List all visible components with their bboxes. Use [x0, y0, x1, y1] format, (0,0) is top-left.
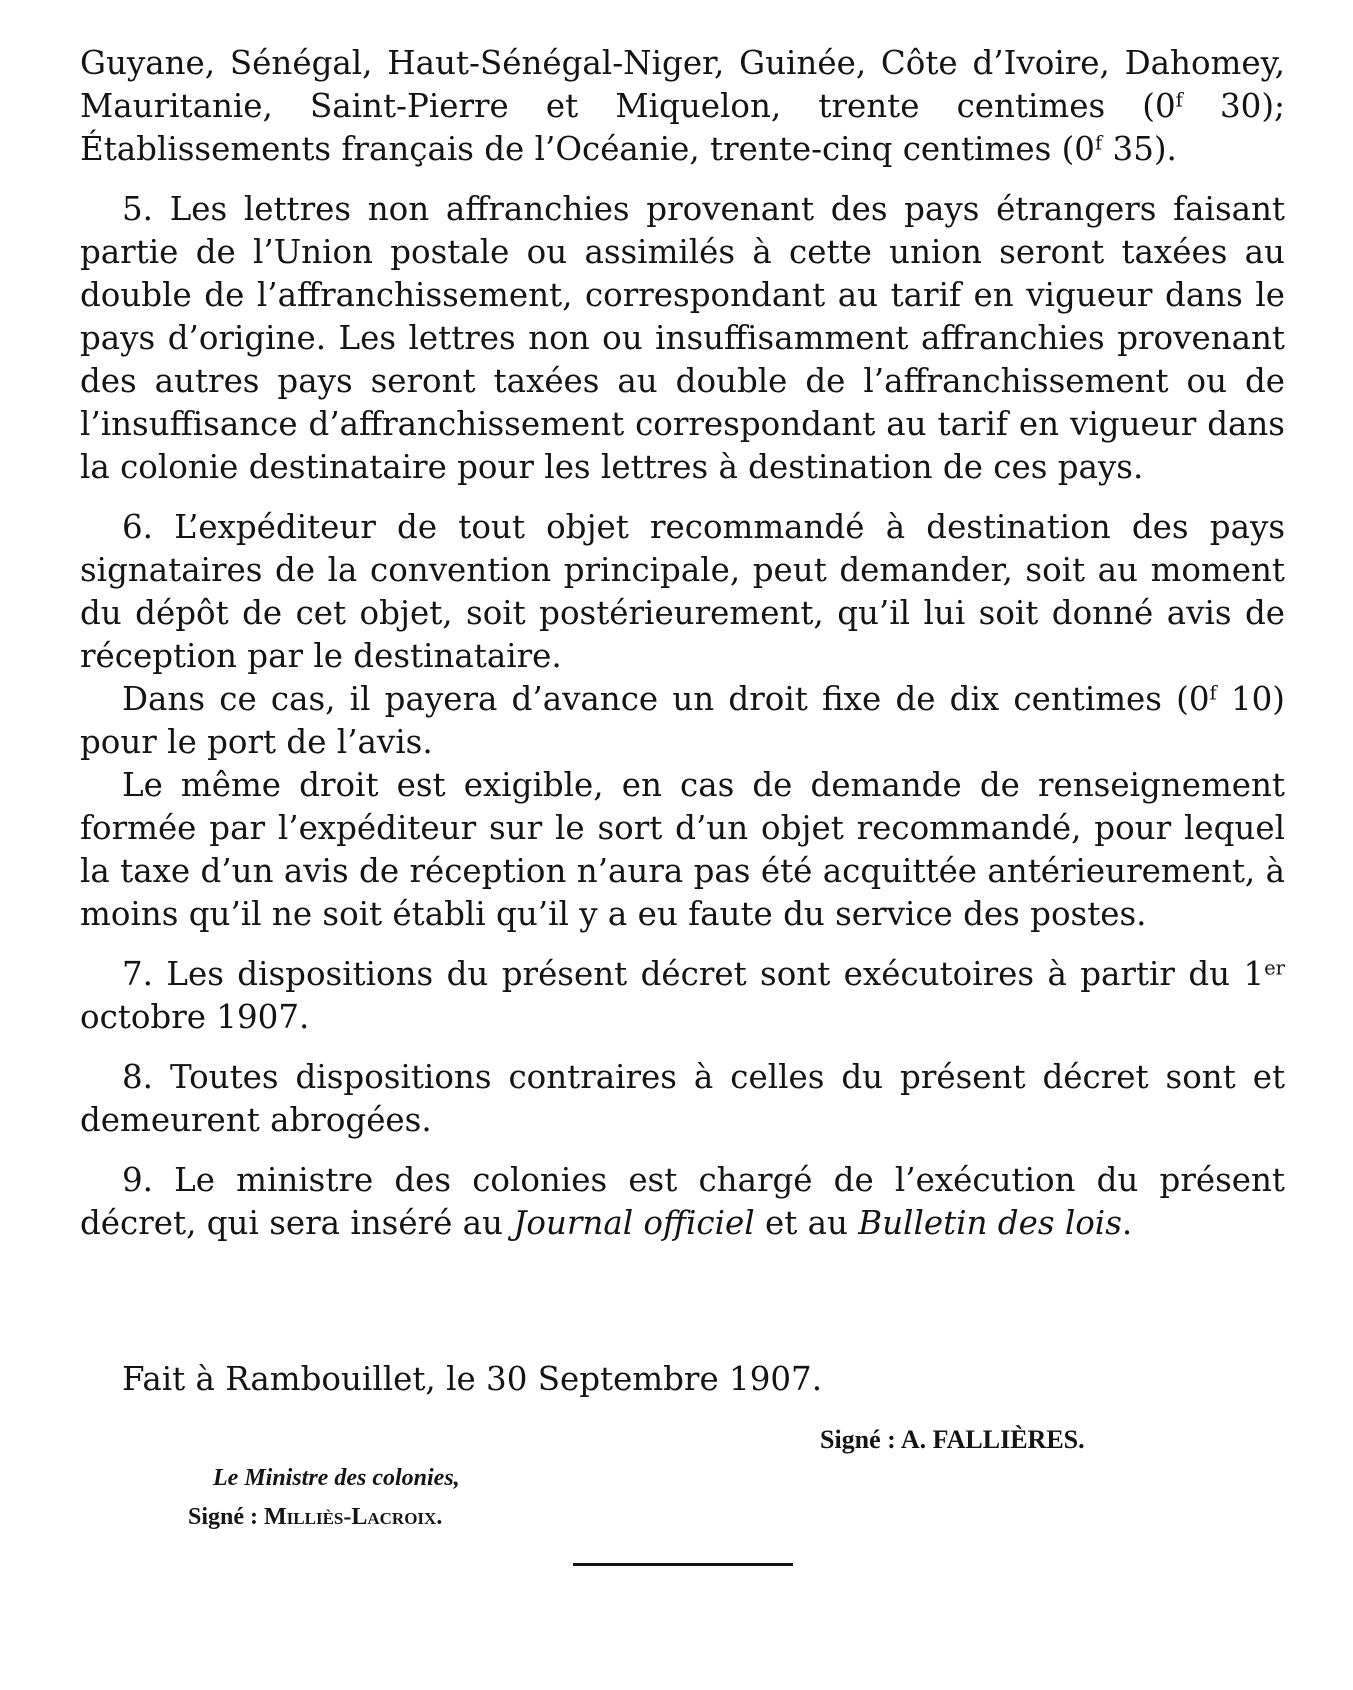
franc-unit-3: f [1209, 681, 1217, 705]
article-9 [80, 1159, 1285, 1245]
ordinal-suffix: er [1264, 956, 1285, 980]
intro-amount-2: 35). [1102, 130, 1177, 168]
intro-oceanie-text: Établissements français de l’Océanie, trente-cinq centimes (0 [80, 130, 1095, 168]
intro-text: Guyane, Sénégal, Haut-Sénégal-Niger, Guinée, Côte d’Ivoire, Dahomey, Mauritanie, Saint-Pierre et Miquelon, trente centimes (0 [80, 44, 1285, 125]
article-9-conjunction: et au [754, 1204, 859, 1242]
closing-rule [573, 1563, 793, 1566]
intro-tariff-paragraph [80, 42, 1285, 171]
article-6-fee-paragraph [80, 678, 1285, 764]
journal-officiel-title: Journal officiel [513, 1204, 755, 1242]
article-6: 6. L’expéditeur de tout objet recommandé à destination des pays signataires de la convention principale, peut demander, soit au moment du dépôt de cet objet, soit postérieurement, qu’il lui soit donné avis de réception par le destinataire. [80, 508, 1285, 675]
president-signature: Signé : A. FALLIÈRES. [820, 1425, 1085, 1454]
place-and-date: Fait à Rambouillet, le 30 Septembre 1907. [122, 1360, 823, 1398]
article-8: 8. Toutes dispositions contraires à celles du présent décret sont et demeurent abrogées. [80, 1058, 1285, 1139]
minister-title: Le Ministre des colonies, [213, 1465, 460, 1491]
minister-name: Milliès-Lacroix. [264, 1504, 443, 1530]
article-9-period: . [1121, 1204, 1133, 1242]
article-9-text: 9. Le ministre des colonies est chargé de l’exécution du présent décret, qui sera inséré au [80, 1161, 1285, 1242]
intro-amount-1: 30); [1182, 87, 1285, 125]
article-5: 5. Les lettres non affranchies provenant des pays étrangers faisant partie de l’Union postale ou assimilés à cette union seront taxées au double de l’affranchissement, correspondant au tarif en vigueur dans le pays d’origine. Les lettres non ou insuffisamment affranchies provenant des autres pays seront taxées au double de l’affranchissement ou de l’insuffisance d’affranchissement correspondant au tarif en vigueur dans la colonie destinataire pour les lettres à destination de ces pays. [80, 190, 1285, 486]
article-7 [80, 953, 1285, 1039]
article-7-date: octobre 1907. [80, 998, 310, 1036]
article-7-text: 7. Les dispositions du présent décret sont exécutoires à partir du 1 [122, 955, 1265, 993]
franc-unit-1: f [1175, 88, 1183, 112]
franc-unit-2: f [1094, 131, 1103, 155]
article-6-inquiry-paragraph: Le même droit est exigible, en cas de demande de renseignement formée par l’expéditeur sur le sort d’un objet recommandé, pour lequel la taxe d’un avis de réception n’aura pas été acquittée antérieurement, à moins qu’il ne soit établi qu’il y a eu faute du service des postes. [80, 766, 1285, 933]
bulletin-des-lois-title: Bulletin des lois [858, 1204, 1122, 1242]
decree-body [80, 42, 1285, 1245]
minister-signed-prefix: Signé : [188, 1504, 265, 1530]
minister-signature [188, 1501, 608, 1533]
article-6-fee-amount: 10) pour le port de l’avis. [80, 680, 1285, 761]
article-6-fee-text: Dans ce cas, il payera d’avance un droit fixe de dix centimes (0 [122, 680, 1210, 718]
